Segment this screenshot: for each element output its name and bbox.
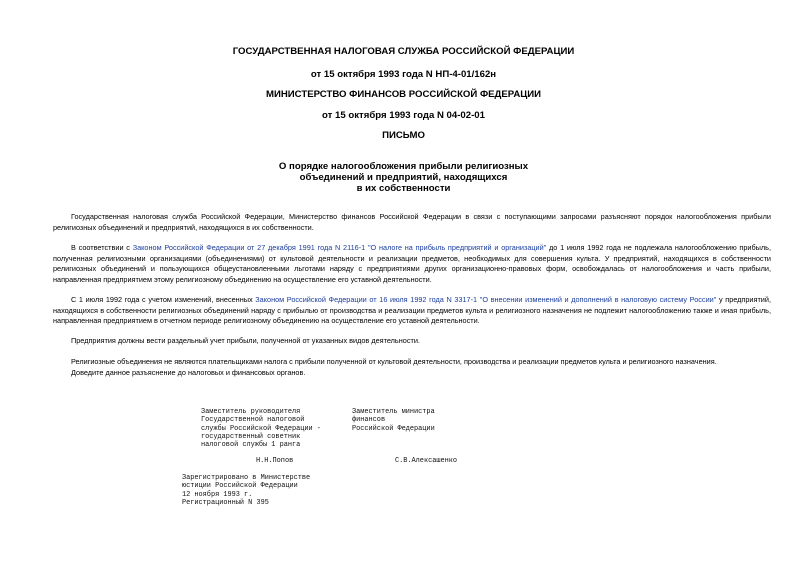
paragraph-3-text-before: С 1 июля 1992 года с учетом изменений, внесенных: [71, 295, 256, 304]
paragraph-2: [53, 243, 771, 285]
agency-title-tax-service: ГОСУДАРСТВЕННАЯ НАЛОГОВАЯ СЛУЖБА РОССИЙСКОЙ ФЕДЕРАЦИИ: [232, 46, 575, 57]
doc-title-line-3: в их собственности: [356, 183, 451, 194]
signatory-right-position: Заместитель министра финансов Российской Федерации: [352, 408, 435, 433]
paragraph-2-text-after: до 1 июля 1992 года не подлежала налогообложению прибыль, полученная религиозными организациями (объединениями) от культовой деятельности и реализации предметов, необходимых для совершения культа. У предприятий, находящихся в собственности религиозных объединений и пользующихся общеустановленными льготами наряду с предприятиями других организационно-правовых форм, освобождалась от налогообложения и часть прибыли, направленная предприятием этому религиозному объединению на осуществление его уставной деятельности.: [53, 243, 772, 284]
paragraph-2-text-before: В соответствии с: [71, 243, 133, 252]
law-2116-1-link[interactable]: Законом Российской Федерации от 27 декабря 1991 года N 2116-1 "О налоге на прибыль предприятий и организаций": [132, 243, 547, 252]
law-3317-1-link[interactable]: Законом Российской Федерации от 16 июля 1992 года N 3317-1 "О внесении изменений и дополнений в налоговую систему России": [255, 295, 717, 304]
paragraph-3: [53, 295, 771, 327]
paragraph-5: Религиозные объединения не являются плательщиками налога с прибыли полученной от культовой деятельности, производства и реализации предметов культа и религиозного назначения.: [71, 357, 717, 366]
doc-type: ПИСЬМО: [382, 130, 425, 141]
paragraph-6: Доведите данное разъяснение до налоговых и финансовых органов.: [71, 368, 306, 377]
paragraph-4: Предприятия должны вести раздельный учет прибыли, полученной от указанных видов деятельности.: [71, 336, 420, 345]
doc-date-number-1: от 15 октября 1993 года N НП-4-01/162н: [310, 69, 497, 80]
signatory-left-name: Н.Н.Попов: [256, 457, 294, 465]
paragraph-3-text-after: у предприятий, находящихся в собственности религиозных объединений наряду с прибылью от производства и реализации предметов культа и религиозного назначения не подлежит налогообложению также и иная прибыль, направленная предприятием в отчетном периоде религиозному объединению на осуществление его уставной деятельности.: [53, 295, 771, 326]
registration-note: Зарегистрировано в Министерстве юстиции Российской Федерации 12 ноября 1993 г. Регистрационный N 395: [182, 474, 311, 507]
paragraph-1: Государственная налоговая служба Российской Федерации, Министерство финансов Российской Федерации в связи с поступающими запросами разъясняют порядок налогообложения прибыли религиозных объединений и предприятий, находящихся в их собственности.: [53, 212, 771, 232]
doc-title-line-1: О порядке налогообложения прибыли религиозных: [278, 161, 529, 172]
doc-title-line-2: объединений и предприятий, находящихся: [299, 172, 508, 183]
agency-title-finance-ministry: МИНИСТЕРСТВО ФИНАНСОВ РОССИЙСКОЙ ФЕДЕРАЦИИ: [265, 89, 542, 100]
doc-date-number-2: от 15 октября 1993 года N 04-02-01: [322, 110, 485, 121]
signatory-right-name: С.В.Алексашенко: [395, 457, 458, 465]
signatory-left-position: Заместитель руководителя Государственной налоговой службы Российской Федерации - государственный советник налоговой службы 1 ранга: [201, 408, 321, 450]
